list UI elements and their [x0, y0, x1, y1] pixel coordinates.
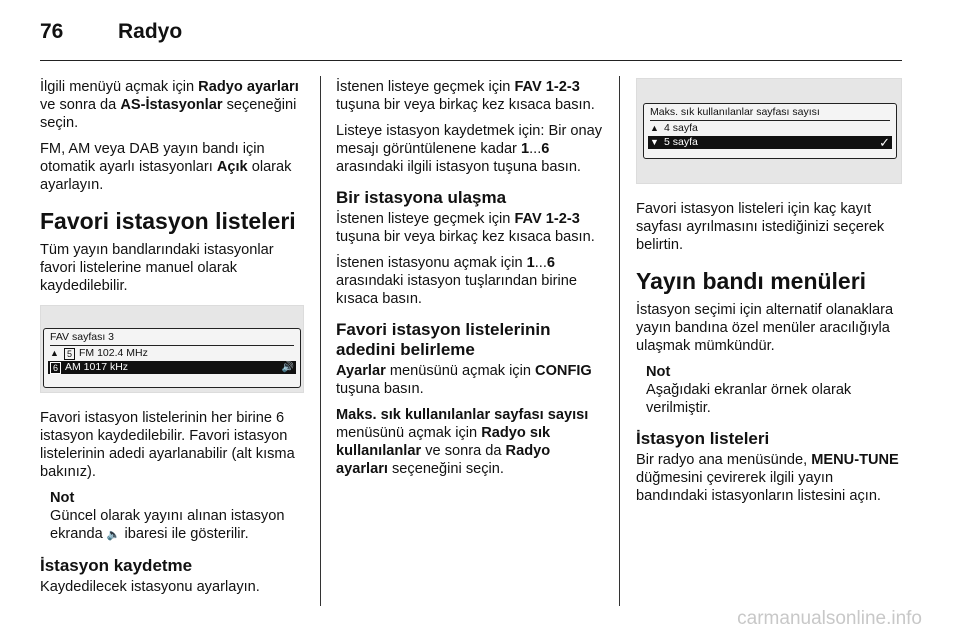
- button-term: CONFIG: [535, 363, 592, 379]
- column-2: [336, 78, 604, 486]
- menu-term: Radyo ayarları: [198, 79, 299, 95]
- paragraph: Ayarlar menüsünü açmak için CONFIG tuşuna basın.: [336, 363, 592, 397]
- checkmark-icon: ✓: [879, 135, 890, 150]
- button-term: FAV 1-2-3: [514, 211, 580, 227]
- page-number: 76: [40, 20, 64, 43]
- heading-access-station: Bir istasyona ulaşma: [336, 188, 507, 207]
- note-text: Aşağıdaki ekranlar örnek olarak verilmiştir.: [646, 382, 852, 416]
- paragraph: Maks. sık kullanılanlar sayfası sayısı menüsünü açmak için Radyo sık kullanılanlar ve sonra da Radyo ayarları seçeneğini seçin.: [336, 407, 589, 477]
- paragraph: Bir radyo ana menüsünde, MENU-TUNE düğmesini çevirerek ilgili yayın bandındaki istasyonların listesini açın.: [636, 452, 899, 504]
- screen-row: [644, 122, 896, 135]
- heading-save-station: İstasyon kaydetme: [40, 556, 193, 575]
- paragraph: Kaydedilecek istasyonu ayarlayın.: [40, 579, 260, 595]
- paragraph: FM, AM veya DAB yayın bandı için otomatik ayarlı istasyonları Açık olarak ayarlayın.: [40, 141, 292, 193]
- arrow-up-icon: ▲: [50, 348, 59, 358]
- screen-row-selected: [48, 361, 296, 374]
- header-rule: [40, 60, 902, 61]
- speaker-icon: 🔊: [281, 362, 294, 373]
- note-title: Not: [646, 364, 671, 380]
- paragraph: İstenen listeye geçmek için FAV 1-2-3 tuşuna bir veya birkaç kez kısaca basın.: [336, 79, 595, 113]
- column-divider: [320, 76, 321, 606]
- screen-row: [44, 347, 300, 360]
- menu-term: AS-İstasyonlar: [120, 97, 223, 113]
- speaker-icon: 🔈: [106, 529, 121, 541]
- station-frequency: AM 1017 kHz: [65, 361, 129, 373]
- menu-term: Radyo ayarları: [336, 443, 551, 477]
- menu-term: Açık: [216, 159, 248, 175]
- fav-screen-illustration: [40, 305, 304, 393]
- paragraph: Tüm yayın bandlarındaki istasyonlar favori listelerine manuel olarak kaydedilebilir.: [40, 242, 274, 294]
- paragraph: Favori istasyon listelerinin her birine 6 istasyon kaydedilebilir. Favori istasyon listelerinin adedi ayarlanabilir (alt kısma bakınız).: [40, 410, 295, 480]
- column-1: [40, 78, 306, 604]
- heading-favorites: Favori istasyon listeleri: [40, 208, 296, 234]
- paragraph: İstenen istasyonu açmak için 1...6 arasındaki istasyon tuşlarından birine kısaca basın.: [336, 255, 577, 307]
- paragraph: Favori istasyon listeleri için kaç kayıt sayfası ayrılmasını istediğinizi seçerek belirtin.: [636, 201, 885, 253]
- button-term: MENU-TUNE: [811, 452, 899, 468]
- page-section-title: Radyo: [118, 20, 183, 43]
- heading-station-lists: İstasyon listeleri: [636, 429, 770, 448]
- menu-term: Maks. sık kullanılanlar sayfası sayısı: [336, 407, 589, 423]
- paragraph: İstasyon seçimi için alternatif olanaklara yayın bandına özel menüler aracılığıyla ulaşmak mümkündür.: [636, 302, 894, 354]
- note: [50, 489, 306, 544]
- column-divider: [619, 76, 620, 606]
- screen-title: Maks. sık kullanılanlar sayfası sayısı: [650, 106, 820, 118]
- watermark: carmanualsonline.info: [737, 608, 922, 629]
- screen-divider: [650, 120, 890, 121]
- page-count-option: 5 sayfa: [664, 136, 698, 148]
- station-number: 6: [50, 362, 61, 374]
- max-pages-screen-display: [643, 103, 897, 159]
- station-number: 5: [64, 348, 75, 360]
- paragraph: Listeye istasyon kaydetmek için: Bir onay mesajı görüntülenene kadar 1...6 arasındaki ilgili istasyon tuşuna basın.: [336, 123, 603, 175]
- arrow-down-icon: ▼: [650, 137, 659, 147]
- heading-define-count: Favori istasyon listelerinin adedini belirleme: [336, 320, 551, 359]
- note-text: Güncel olarak yayını alınan istasyon ekranda 🔈 ibaresi ile gösterilir.: [50, 508, 285, 542]
- max-pages-screen-illustration: [636, 78, 902, 184]
- heading-band-menus: Yayın bandı menüleri: [636, 268, 867, 294]
- page-count-option: 4 sayfa: [664, 122, 698, 134]
- paragraph: İlgili menüyü açmak için Radyo ayarları ve sonra da AS-İstasyonlar seçeneğini seçin.: [40, 79, 299, 131]
- arrow-up-icon: ▲: [650, 123, 659, 133]
- button-term: FAV 1-2-3: [514, 79, 580, 95]
- station-frequency: FM 102.4 MHz: [79, 347, 148, 359]
- column-3: [636, 78, 904, 513]
- screen-divider: [50, 345, 294, 346]
- fav-screen-display: [43, 328, 301, 388]
- paragraph: İstenen listeye geçmek için FAV 1-2-3 tuşuna bir veya birkaç kez kısaca basın.: [336, 211, 595, 245]
- menu-term: Radyo sık kullanılanlar: [336, 425, 551, 459]
- screen-title: FAV sayfası 3: [50, 331, 114, 343]
- menu-term: Ayarlar: [336, 363, 386, 379]
- note-title: Not: [50, 490, 75, 506]
- screen-row-selected: [648, 136, 892, 149]
- note: [646, 363, 904, 417]
